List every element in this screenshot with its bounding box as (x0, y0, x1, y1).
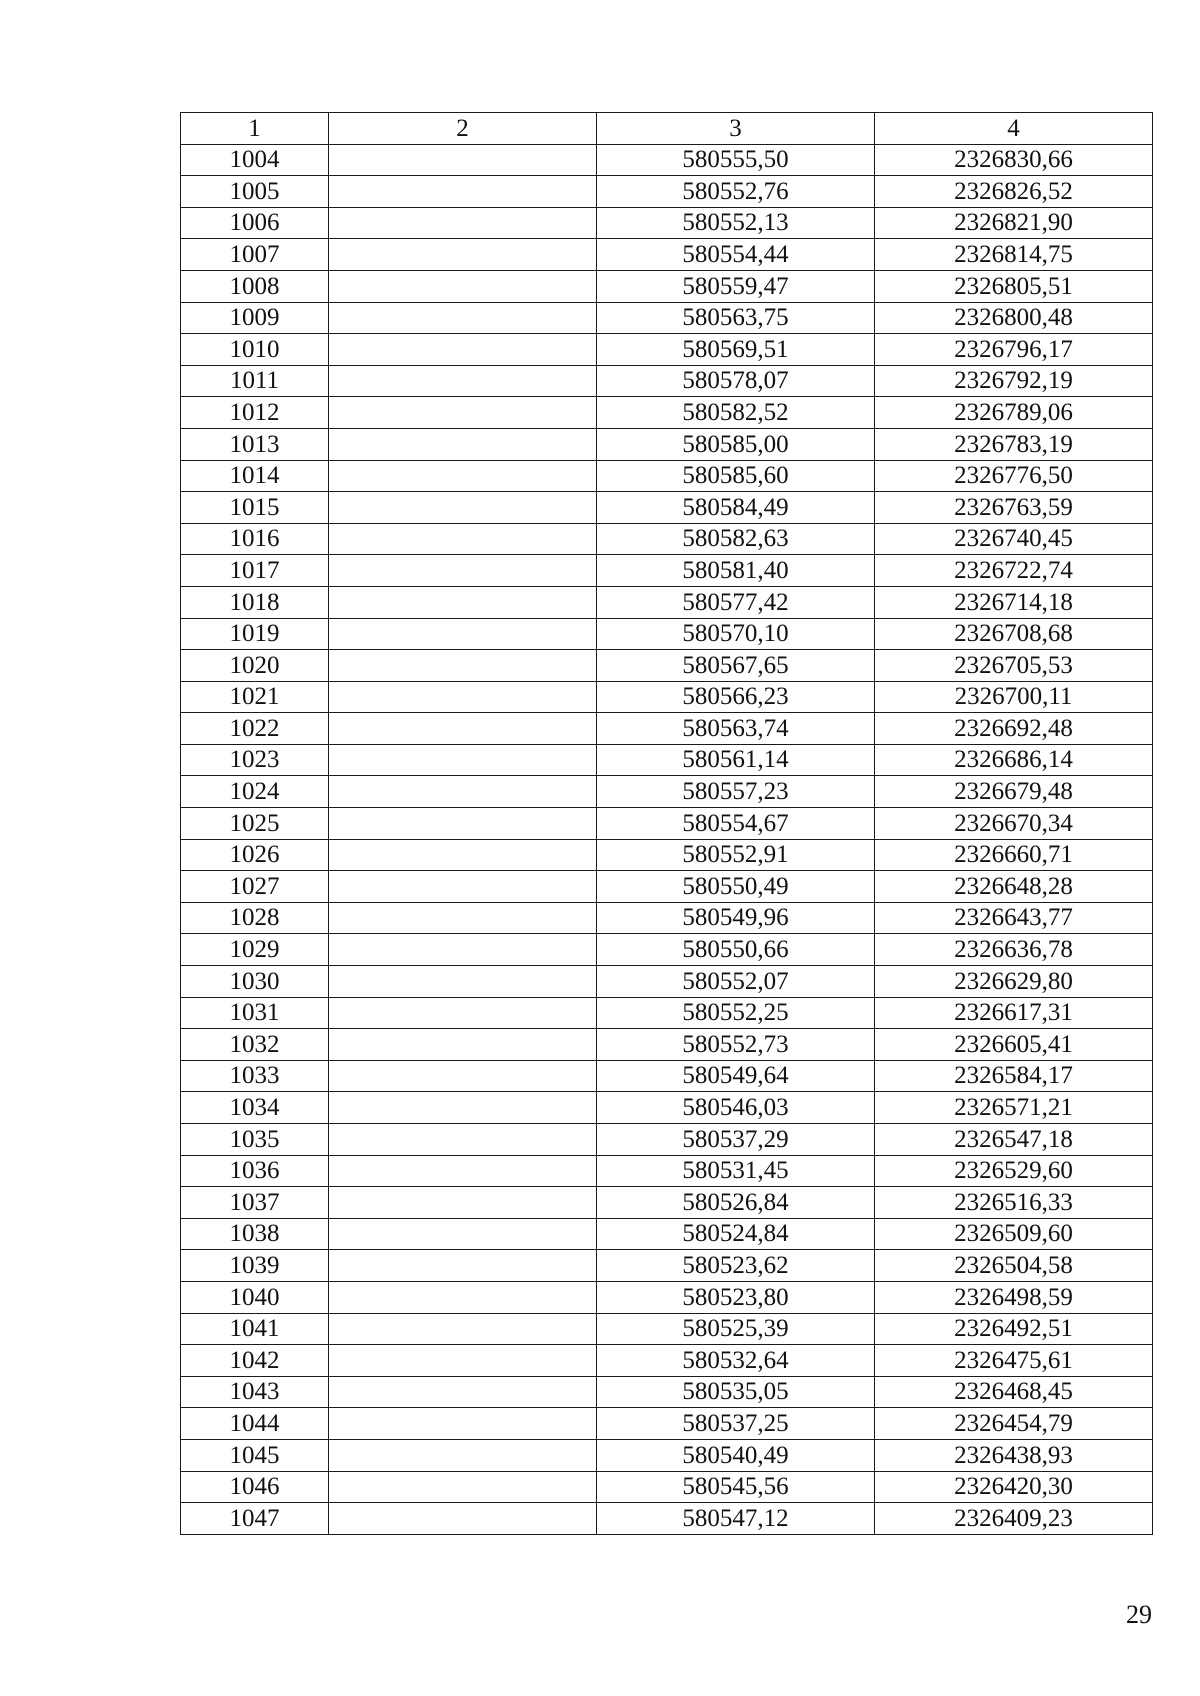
table-row (181, 744, 1153, 776)
description-cell (329, 871, 597, 903)
x-coordinate-cell: 580581,40 (597, 555, 875, 587)
point-number-cell: 1043 (181, 1376, 329, 1408)
table-row (181, 207, 1153, 239)
point-number-cell: 1037 (181, 1187, 329, 1219)
y-coordinate-cell: 2326617,31 (875, 997, 1153, 1029)
x-coordinate-cell: 580585,60 (597, 460, 875, 492)
description-cell (329, 808, 597, 840)
y-coordinate-cell: 2326796,17 (875, 334, 1153, 366)
point-number-cell: 1044 (181, 1408, 329, 1440)
x-coordinate-cell: 580557,23 (597, 776, 875, 808)
x-coordinate-cell: 580540,49 (597, 1439, 875, 1471)
y-coordinate-cell: 2326492,51 (875, 1313, 1153, 1345)
description-cell (329, 713, 597, 745)
x-coordinate-cell: 580552,91 (597, 839, 875, 871)
description-cell (329, 176, 597, 208)
y-coordinate-cell: 2326584,17 (875, 1060, 1153, 1092)
point-number-cell: 1023 (181, 744, 329, 776)
y-coordinate-cell: 2326792,19 (875, 365, 1153, 397)
table-row (181, 239, 1153, 271)
table-row (181, 555, 1153, 587)
y-coordinate-cell: 2326814,75 (875, 239, 1153, 271)
description-cell (329, 365, 597, 397)
table-row (181, 839, 1153, 871)
y-coordinate-cell: 2326571,21 (875, 1092, 1153, 1124)
description-cell (329, 1471, 597, 1503)
y-coordinate-cell: 2326438,93 (875, 1439, 1153, 1471)
description-cell (329, 966, 597, 998)
point-number-cell: 1004 (181, 144, 329, 176)
point-number-cell: 1041 (181, 1313, 329, 1345)
description-cell (329, 618, 597, 650)
x-coordinate-cell: 580550,66 (597, 934, 875, 966)
table-row (181, 1376, 1153, 1408)
description-cell (329, 460, 597, 492)
description-cell (329, 270, 597, 302)
description-cell (329, 1408, 597, 1440)
y-coordinate-cell: 2326629,80 (875, 966, 1153, 998)
x-coordinate-cell: 580526,84 (597, 1187, 875, 1219)
point-number-cell: 1022 (181, 713, 329, 745)
x-coordinate-cell: 580523,62 (597, 1250, 875, 1282)
point-number-cell: 1014 (181, 460, 329, 492)
y-coordinate-cell: 2326763,59 (875, 492, 1153, 524)
point-number-cell: 1015 (181, 492, 329, 524)
y-coordinate-cell: 2326648,28 (875, 871, 1153, 903)
point-number-cell: 1035 (181, 1124, 329, 1156)
point-number-cell: 1033 (181, 1060, 329, 1092)
table-body (181, 113, 1153, 1535)
description-cell (329, 1060, 597, 1092)
x-coordinate-cell: 580552,07 (597, 966, 875, 998)
description-cell (329, 523, 597, 555)
description-cell (329, 997, 597, 1029)
x-coordinate-cell: 580555,50 (597, 144, 875, 176)
table-row (181, 1250, 1153, 1282)
point-number-cell: 1021 (181, 681, 329, 713)
point-number-cell: 1039 (181, 1250, 329, 1282)
y-coordinate-cell: 2326605,41 (875, 1029, 1153, 1061)
description-cell (329, 776, 597, 808)
y-coordinate-cell: 2326660,71 (875, 839, 1153, 871)
description-cell (329, 744, 597, 776)
point-number-cell: 1011 (181, 365, 329, 397)
point-number-cell: 1019 (181, 618, 329, 650)
table-row (181, 618, 1153, 650)
header-cell-col1: 1 (181, 113, 329, 145)
point-number-cell: 1040 (181, 1281, 329, 1313)
x-coordinate-cell: 580552,25 (597, 997, 875, 1029)
x-coordinate-cell: 580584,49 (597, 492, 875, 524)
table-row (181, 270, 1153, 302)
x-coordinate-cell: 580582,52 (597, 397, 875, 429)
description-cell (329, 1503, 597, 1535)
y-coordinate-cell: 2326504,58 (875, 1250, 1153, 1282)
point-number-cell: 1030 (181, 966, 329, 998)
table-row (181, 871, 1153, 903)
point-number-cell: 1012 (181, 397, 329, 429)
description-cell (329, 1313, 597, 1345)
y-coordinate-cell: 2326821,90 (875, 207, 1153, 239)
x-coordinate-cell: 580537,25 (597, 1408, 875, 1440)
point-number-cell: 1026 (181, 839, 329, 871)
y-coordinate-cell: 2326722,74 (875, 555, 1153, 587)
x-coordinate-cell: 580552,76 (597, 176, 875, 208)
description-cell (329, 681, 597, 713)
table-row (181, 334, 1153, 366)
x-coordinate-cell: 580582,63 (597, 523, 875, 555)
description-cell (329, 934, 597, 966)
y-coordinate-cell: 2326700,11 (875, 681, 1153, 713)
description-cell (329, 397, 597, 429)
description-cell (329, 1029, 597, 1061)
y-coordinate-cell: 2326516,33 (875, 1187, 1153, 1219)
y-coordinate-cell: 2326705,53 (875, 650, 1153, 682)
point-number-cell: 1007 (181, 239, 329, 271)
point-number-cell: 1005 (181, 176, 329, 208)
header-cell-col2: 2 (329, 113, 597, 145)
table-row (181, 302, 1153, 334)
y-coordinate-cell: 2326789,06 (875, 397, 1153, 429)
point-number-cell: 1028 (181, 902, 329, 934)
y-coordinate-cell: 2326805,51 (875, 270, 1153, 302)
description-cell (329, 302, 597, 334)
header-cell-col3: 3 (597, 113, 875, 145)
table-row (181, 1281, 1153, 1313)
table-row (181, 1187, 1153, 1219)
table-row (181, 1029, 1153, 1061)
x-coordinate-cell: 580547,12 (597, 1503, 875, 1535)
point-number-cell: 1006 (181, 207, 329, 239)
description-cell (329, 144, 597, 176)
x-coordinate-cell: 580523,80 (597, 1281, 875, 1313)
y-coordinate-cell: 2326529,60 (875, 1155, 1153, 1187)
y-coordinate-cell: 2326643,77 (875, 902, 1153, 934)
table-row (181, 681, 1153, 713)
table-row (181, 1503, 1153, 1535)
point-number-cell: 1018 (181, 586, 329, 618)
x-coordinate-cell: 580566,23 (597, 681, 875, 713)
y-coordinate-cell: 2326692,48 (875, 713, 1153, 745)
description-cell (329, 902, 597, 934)
description-cell (329, 334, 597, 366)
x-coordinate-cell: 580570,10 (597, 618, 875, 650)
x-coordinate-cell: 580549,96 (597, 902, 875, 934)
x-coordinate-cell: 580531,45 (597, 1155, 875, 1187)
y-coordinate-cell: 2326800,48 (875, 302, 1153, 334)
x-coordinate-cell: 580552,13 (597, 207, 875, 239)
y-coordinate-cell: 2326547,18 (875, 1124, 1153, 1156)
x-coordinate-cell: 580559,47 (597, 270, 875, 302)
description-cell (329, 1092, 597, 1124)
table-row (181, 397, 1153, 429)
description-cell (329, 239, 597, 271)
description-cell (329, 1281, 597, 1313)
description-cell (329, 1218, 597, 1250)
point-number-cell: 1025 (181, 808, 329, 840)
description-cell (329, 555, 597, 587)
description-cell (329, 586, 597, 618)
header-cell-col4: 4 (875, 113, 1153, 145)
description-cell (329, 492, 597, 524)
table-row (181, 934, 1153, 966)
point-number-cell: 1042 (181, 1345, 329, 1377)
y-coordinate-cell: 2326708,68 (875, 618, 1153, 650)
y-coordinate-cell: 2326686,14 (875, 744, 1153, 776)
table-row (181, 1155, 1153, 1187)
y-coordinate-cell: 2326509,60 (875, 1218, 1153, 1250)
y-coordinate-cell: 2326420,30 (875, 1471, 1153, 1503)
y-coordinate-cell: 2326454,79 (875, 1408, 1153, 1440)
x-coordinate-cell: 580554,67 (597, 808, 875, 840)
table-row (181, 176, 1153, 208)
y-coordinate-cell: 2326740,45 (875, 523, 1153, 555)
point-number-cell: 1020 (181, 650, 329, 682)
table-row (181, 492, 1153, 524)
description-cell (329, 1439, 597, 1471)
point-number-cell: 1027 (181, 871, 329, 903)
point-number-cell: 1010 (181, 334, 329, 366)
point-number-cell: 1034 (181, 1092, 329, 1124)
table-row (181, 1471, 1153, 1503)
description-cell (329, 1345, 597, 1377)
x-coordinate-cell: 580563,75 (597, 302, 875, 334)
table-row (181, 523, 1153, 555)
x-coordinate-cell: 580585,00 (597, 428, 875, 460)
point-number-cell: 1031 (181, 997, 329, 1029)
x-coordinate-cell: 580552,73 (597, 1029, 875, 1061)
description-cell (329, 1124, 597, 1156)
table-header-row (181, 113, 1153, 145)
description-cell (329, 1155, 597, 1187)
table-row (181, 650, 1153, 682)
table-row (181, 1092, 1153, 1124)
description-cell (329, 1187, 597, 1219)
y-coordinate-cell: 2326783,19 (875, 428, 1153, 460)
y-coordinate-cell: 2326670,34 (875, 808, 1153, 840)
x-coordinate-cell: 580524,84 (597, 1218, 875, 1250)
x-coordinate-cell: 580561,14 (597, 744, 875, 776)
table-row (181, 1345, 1153, 1377)
point-number-cell: 1029 (181, 934, 329, 966)
x-coordinate-cell: 580567,65 (597, 650, 875, 682)
table-row (181, 428, 1153, 460)
point-number-cell: 1047 (181, 1503, 329, 1535)
x-coordinate-cell: 580550,49 (597, 871, 875, 903)
x-coordinate-cell: 580563,74 (597, 713, 875, 745)
x-coordinate-cell: 580569,51 (597, 334, 875, 366)
table-row (181, 1408, 1153, 1440)
point-number-cell: 1013 (181, 428, 329, 460)
table-row (181, 966, 1153, 998)
description-cell (329, 1376, 597, 1408)
table-row (181, 1124, 1153, 1156)
point-number-cell: 1016 (181, 523, 329, 555)
table-row (181, 1218, 1153, 1250)
point-number-cell: 1024 (181, 776, 329, 808)
table-row (181, 1439, 1153, 1471)
point-number-cell: 1017 (181, 555, 329, 587)
x-coordinate-cell: 580532,64 (597, 1345, 875, 1377)
coordinates-table (180, 112, 1153, 1535)
point-number-cell: 1036 (181, 1155, 329, 1187)
table-row (181, 902, 1153, 934)
x-coordinate-cell: 580549,64 (597, 1060, 875, 1092)
point-number-cell: 1045 (181, 1439, 329, 1471)
x-coordinate-cell: 580578,07 (597, 365, 875, 397)
x-coordinate-cell: 580546,03 (597, 1092, 875, 1124)
y-coordinate-cell: 2326679,48 (875, 776, 1153, 808)
x-coordinate-cell: 580525,39 (597, 1313, 875, 1345)
x-coordinate-cell: 580545,56 (597, 1471, 875, 1503)
table-row (181, 997, 1153, 1029)
x-coordinate-cell: 580537,29 (597, 1124, 875, 1156)
x-coordinate-cell: 580535,05 (597, 1376, 875, 1408)
table-row (181, 808, 1153, 840)
table-row (181, 144, 1153, 176)
point-number-cell: 1008 (181, 270, 329, 302)
y-coordinate-cell: 2326475,61 (875, 1345, 1153, 1377)
table-row (181, 365, 1153, 397)
y-coordinate-cell: 2326830,66 (875, 144, 1153, 176)
table-row (181, 776, 1153, 808)
table-row (181, 1313, 1153, 1345)
point-number-cell: 1038 (181, 1218, 329, 1250)
y-coordinate-cell: 2326826,52 (875, 176, 1153, 208)
description-cell (329, 1250, 597, 1282)
x-coordinate-cell: 580577,42 (597, 586, 875, 618)
description-cell (329, 207, 597, 239)
description-cell (329, 428, 597, 460)
y-coordinate-cell: 2326468,45 (875, 1376, 1153, 1408)
y-coordinate-cell: 2326498,59 (875, 1281, 1153, 1313)
page-number: 29 (1126, 1600, 1152, 1629)
y-coordinate-cell: 2326409,23 (875, 1503, 1153, 1535)
table-row (181, 1060, 1153, 1092)
table-row (181, 586, 1153, 618)
y-coordinate-cell: 2326636,78 (875, 934, 1153, 966)
description-cell (329, 839, 597, 871)
x-coordinate-cell: 580554,44 (597, 239, 875, 271)
description-cell (329, 650, 597, 682)
table-row (181, 460, 1153, 492)
point-number-cell: 1046 (181, 1471, 329, 1503)
y-coordinate-cell: 2326714,18 (875, 586, 1153, 618)
point-number-cell: 1009 (181, 302, 329, 334)
table-row (181, 713, 1153, 745)
point-number-cell: 1032 (181, 1029, 329, 1061)
y-coordinate-cell: 2326776,50 (875, 460, 1153, 492)
